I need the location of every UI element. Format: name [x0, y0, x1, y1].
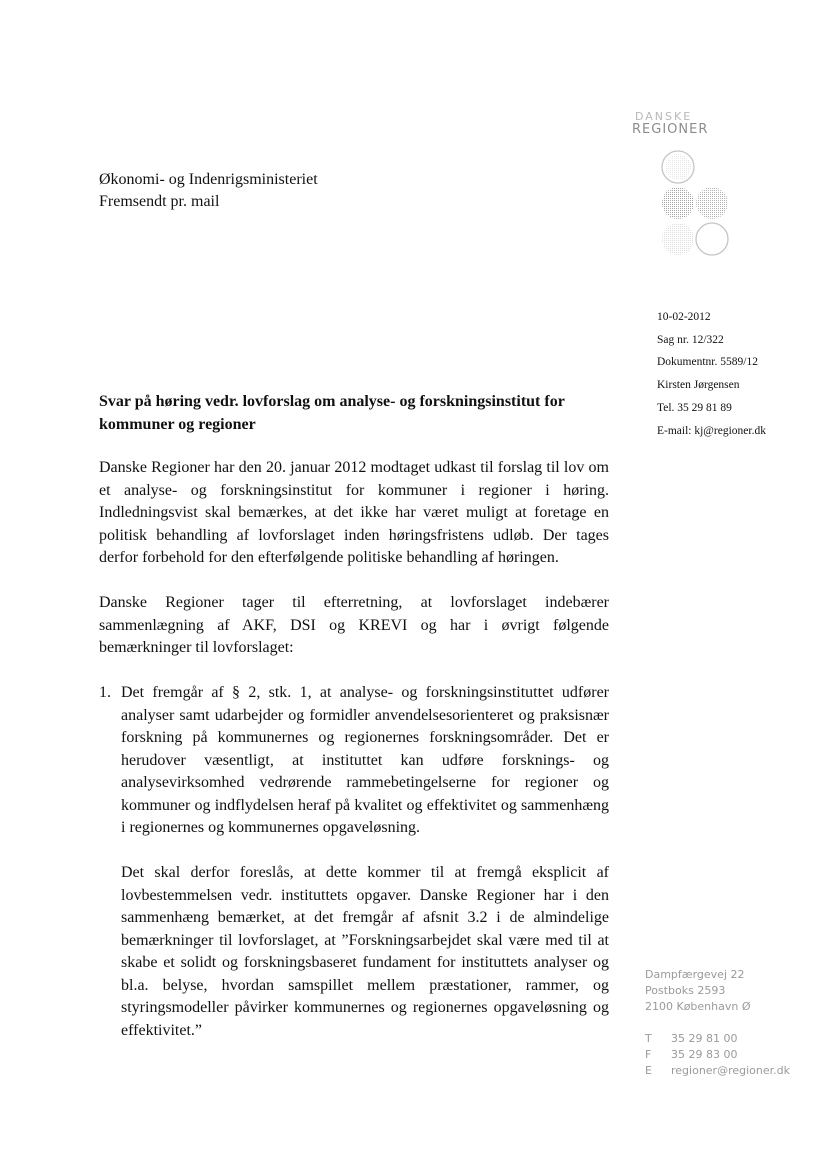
meta-phone: Tel. 35 29 81 89	[657, 401, 732, 414]
contact-phone-value: 35 29 81 00	[671, 1032, 738, 1045]
body-paragraph-1: Danske Regioner har den 20. januar 2012 modtaget udkast til forslag til lov om et analyse- og forskningsinstitut for kommuner i regioner i høring. Indledningsvist skal bemærkes, at det ikke har været muligt at foretage en politisk behandling af lovforslaget inden høringsfristens udløb. Der tages derfor forbehold for den efterfølgende politiske behandling af høringen.	[99, 459, 609, 566]
contact-fax-label: F	[645, 1048, 652, 1061]
sender-address	[645, 967, 751, 1015]
contact-email	[645, 1063, 790, 1079]
logo-line-2: REGIONER	[632, 122, 709, 137]
address-box: Postboks 2593	[645, 984, 726, 997]
letter-body	[99, 457, 609, 1065]
contact-fax	[645, 1047, 790, 1063]
meta-date: 10-02-2012	[657, 311, 711, 323]
meta-case-number: Sag nr. 12/322	[657, 333, 724, 346]
address-city: 2100 København Ø	[645, 1000, 751, 1013]
contact-fax-value: 35 29 83 00	[671, 1048, 738, 1061]
logo-circles-icon	[660, 150, 734, 275]
sender-contact	[645, 1031, 790, 1079]
recipient-block	[99, 169, 318, 213]
address-street: Dampfærgevej 22	[645, 968, 745, 981]
list-item-1	[99, 682, 609, 1042]
letter-subject: Svar på høring vedr. lovforslag om analyse- og forskningsinstitut for kommuner og regioner	[99, 393, 565, 433]
list-item-paragraph-1: Det fremgår af § 2, stk. 1, at analyse- og forskningsinstituttet udfører analyser samt udarbejder og formidler anvendelsesorienteret og praksisnær forskning på kommunernes og regionernes forskningsområder. Det er herudover væsentligt, at instituttet kan udføre forsknings- og analysevirksomhed vedrørende rammebetingelserne for regioner og kommuner og indflydelsen heraf på kvalitet og effektivitet og sammenhæng i regionernes og kommunernes opgaveløsning.	[121, 684, 609, 836]
contact-phone-label: T	[645, 1032, 652, 1045]
danske-regioner-logo	[632, 110, 772, 137]
contact-email-value: regioner@regioner.dk	[671, 1064, 790, 1077]
recipient-name: Økonomi- og Indenrigsministeriet	[99, 171, 318, 188]
meta-document-number: Dokumentnr. 5589/12	[657, 356, 758, 369]
recipient-delivery: Fremsendt pr. mail	[99, 193, 220, 210]
list-item-paragraph-2: Det skal derfor foreslås, at dette kommer til at fremgå eksplicit af lovbestemmelsen vedr. instituttets opgaver. Danske Regioner har i den sammenhæng bemærket, at det fremgår af afsnit 3.2 i de almindelige bemærkninger til lovforslaget, at ”Forskningsarbejdet skal være med til at skabe et solidt og forskningsbaseret fundament for instituttets analyser og bl.a. belyse, hvordan samspillet mellem præstationer, rammer, og styringsmodeller påvirker kommunernes og regionernes opgaveløsning og effektivitet.”	[121, 864, 609, 1039]
document-meta	[657, 306, 766, 442]
contact-email-label: E	[645, 1064, 652, 1077]
body-paragraph-2: Danske Regioner tager til efterretning, at lovforslaget indebærer sammenlægning af AKF, DSI og KREVI og har i øvrigt følgende bemærkninger til lovforslaget:	[99, 594, 609, 656]
meta-email: E-mail: kj@regioner.dk	[657, 424, 766, 437]
logo-line-1: DANSKE	[635, 110, 693, 123]
list-item-number: 1.	[99, 684, 111, 701]
contact-phone	[645, 1031, 790, 1047]
meta-contact-person: Kirsten Jørgensen	[657, 379, 740, 392]
